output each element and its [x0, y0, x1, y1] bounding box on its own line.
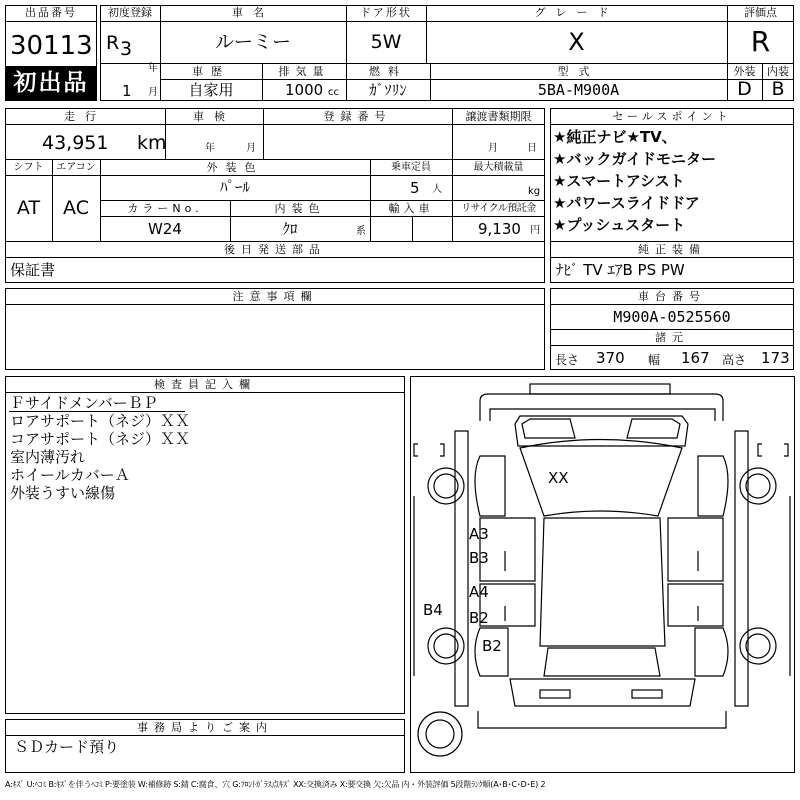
damage-mark-front-door-1: A3: [469, 525, 489, 543]
length-label: 長さ: [555, 353, 580, 367]
later-parts-label: 後日発送部品: [224, 243, 326, 256]
capacity: 5: [410, 179, 420, 197]
lot-number: 30113: [10, 31, 93, 61]
grade-label: グレード: [534, 6, 619, 19]
ext-color-label: 外装色: [206, 161, 264, 174]
later-parts: 保証書: [10, 261, 56, 279]
yen-unit: 円: [530, 225, 540, 236]
int-color-label: 内装色: [274, 202, 326, 215]
inspector-note: ＦサイドメンバーＢＰ: [10, 394, 158, 412]
door-type: 5W: [370, 31, 402, 53]
capacity-unit: 人: [432, 184, 442, 195]
first-reg-year: 3: [120, 38, 133, 60]
damage-mark-rear-door-2: B2: [469, 609, 489, 627]
notes-label: 注意事項欄: [232, 290, 318, 303]
office-message: ＳＤカード預り: [14, 738, 120, 756]
max-load-label: 最大積載量: [473, 162, 524, 173]
inspection-month-unit: 月: [246, 143, 256, 154]
int-color: ｸﾛ: [282, 220, 298, 238]
inspector-note: ロアサポート（ネジ）ＸＸ: [10, 412, 191, 430]
color-no-label: カラーNo.: [127, 202, 203, 215]
sales-points-label: セールスポイント: [612, 110, 732, 123]
recycle-label: リサイクル預託金: [461, 203, 536, 214]
width-label: 幅: [648, 353, 661, 367]
era: R: [106, 32, 120, 54]
equipment: ﾅﾋﾞ TV ｴｱB PS PW: [556, 261, 685, 279]
exterior-grade: D: [737, 78, 752, 100]
km-unit: km: [137, 132, 167, 154]
recycle-fee: 9,130: [478, 220, 521, 238]
damage-mark-side-sill: B4: [423, 601, 443, 619]
damage-mark-roof: XX: [548, 469, 569, 487]
capacity-label: 乗車定員: [391, 162, 431, 173]
inspection-label: 車検: [193, 110, 235, 123]
history-label: 車歴: [192, 65, 230, 78]
damage-mark-rear-door-1: A4: [469, 583, 489, 601]
displacement: 1000: [285, 81, 324, 99]
chassis-number: M900A-0525560: [613, 308, 731, 326]
inspector-note: コアサポート（ネジ）ＸＸ: [10, 430, 191, 448]
transfer-label: 譲渡書類期限: [465, 110, 532, 123]
inspector-note: 外装うすい線傷: [10, 484, 116, 502]
sales-point: ★純正ナビ★TV、: [553, 128, 677, 146]
kg-unit: kg: [528, 186, 541, 197]
transfer-month-unit: 月: [488, 143, 498, 154]
color-no: W24: [148, 220, 182, 238]
dims-label: 諸元: [655, 331, 689, 344]
damage-mark-front-door-2: B3: [469, 549, 489, 567]
cc-unit: cc: [328, 87, 339, 98]
height-label: 高さ: [722, 353, 747, 367]
inspection-year-unit: 年: [205, 143, 215, 154]
height: 173: [761, 349, 790, 367]
shift: AT: [16, 197, 41, 219]
score-label: 評価点: [744, 6, 777, 19]
equipment-label: 純正装備: [638, 243, 706, 256]
transfer-day-unit: 日: [527, 143, 537, 154]
first-reg-label: 初度登録: [108, 6, 152, 19]
sales-point: ★スマートアシスト: [553, 172, 685, 190]
fuel: ｶﾞｿﾘﾝ: [369, 81, 407, 99]
reg-no-label: 登録番号: [323, 110, 392, 123]
car-name-label: 車名: [232, 6, 274, 19]
door-label: ドア形状: [360, 6, 412, 19]
chassis-label: 車台番号: [638, 290, 706, 303]
first-reg-month: 1: [122, 82, 132, 100]
sales-point: ★パワースライドドア: [553, 194, 700, 212]
month-unit: 月: [148, 87, 158, 98]
mileage-label: 走行: [64, 110, 106, 123]
int-color-unit: 系: [356, 226, 366, 237]
grade: X: [568, 28, 585, 56]
air-conditioner: AC: [63, 197, 89, 219]
exterior-label: 外装: [733, 65, 756, 78]
inspector-note: ホイールカバーＡ: [10, 466, 130, 484]
car-body-outline: [410, 376, 795, 773]
score: R: [750, 25, 771, 58]
damage-mark-rear-fender: B2: [482, 637, 502, 655]
displacement-label: 排気量: [278, 65, 330, 78]
shift-label: シフト: [13, 162, 44, 173]
year-unit: 年: [148, 63, 158, 74]
first-listing-badge: 初出品: [6, 66, 96, 100]
lot-label: 出品番号: [25, 6, 77, 19]
ac-label: エアコン: [56, 162, 96, 173]
fuel-label: 燃料: [369, 65, 407, 78]
car-name: ルーミー: [214, 31, 291, 53]
sales-point: ★プッシュスタート: [553, 216, 686, 234]
length: 370: [596, 349, 625, 367]
width: 167: [681, 349, 710, 367]
inspector-note: 室内薄汚れ: [10, 448, 86, 466]
mileage: 43,951: [42, 132, 109, 154]
interior-grade: B: [771, 78, 785, 100]
inspector-label: 検査員記入欄: [154, 378, 256, 391]
interior-label: 内装: [767, 65, 789, 78]
ext-color: ﾊﾟｰﾙ: [219, 178, 250, 196]
import-label: 輸入車: [388, 202, 434, 215]
model: 5BA-M900A: [537, 81, 620, 99]
model-label: 型式: [557, 65, 600, 78]
legend: A:ｷｽﾞ U:ﾍｺﾐ B:ｷｽﾞを伴うﾍｺﾐ P:要塗装 W:補修跡 S:錆 C:腐食、穴 G:ﾌﾛﾝﾄｶﾞﾗｽ点ｷｽﾞ XX:交換済み X:要交換 欠:欠品 内・外装評価 5段階ﾗﾝｸ順(A･B･C･D･E) 2: [5, 780, 546, 789]
office-label: 事務局よりご案内: [137, 721, 273, 734]
history: 自家用: [188, 81, 234, 99]
sales-point: ★バックガイドモニター: [553, 150, 716, 168]
